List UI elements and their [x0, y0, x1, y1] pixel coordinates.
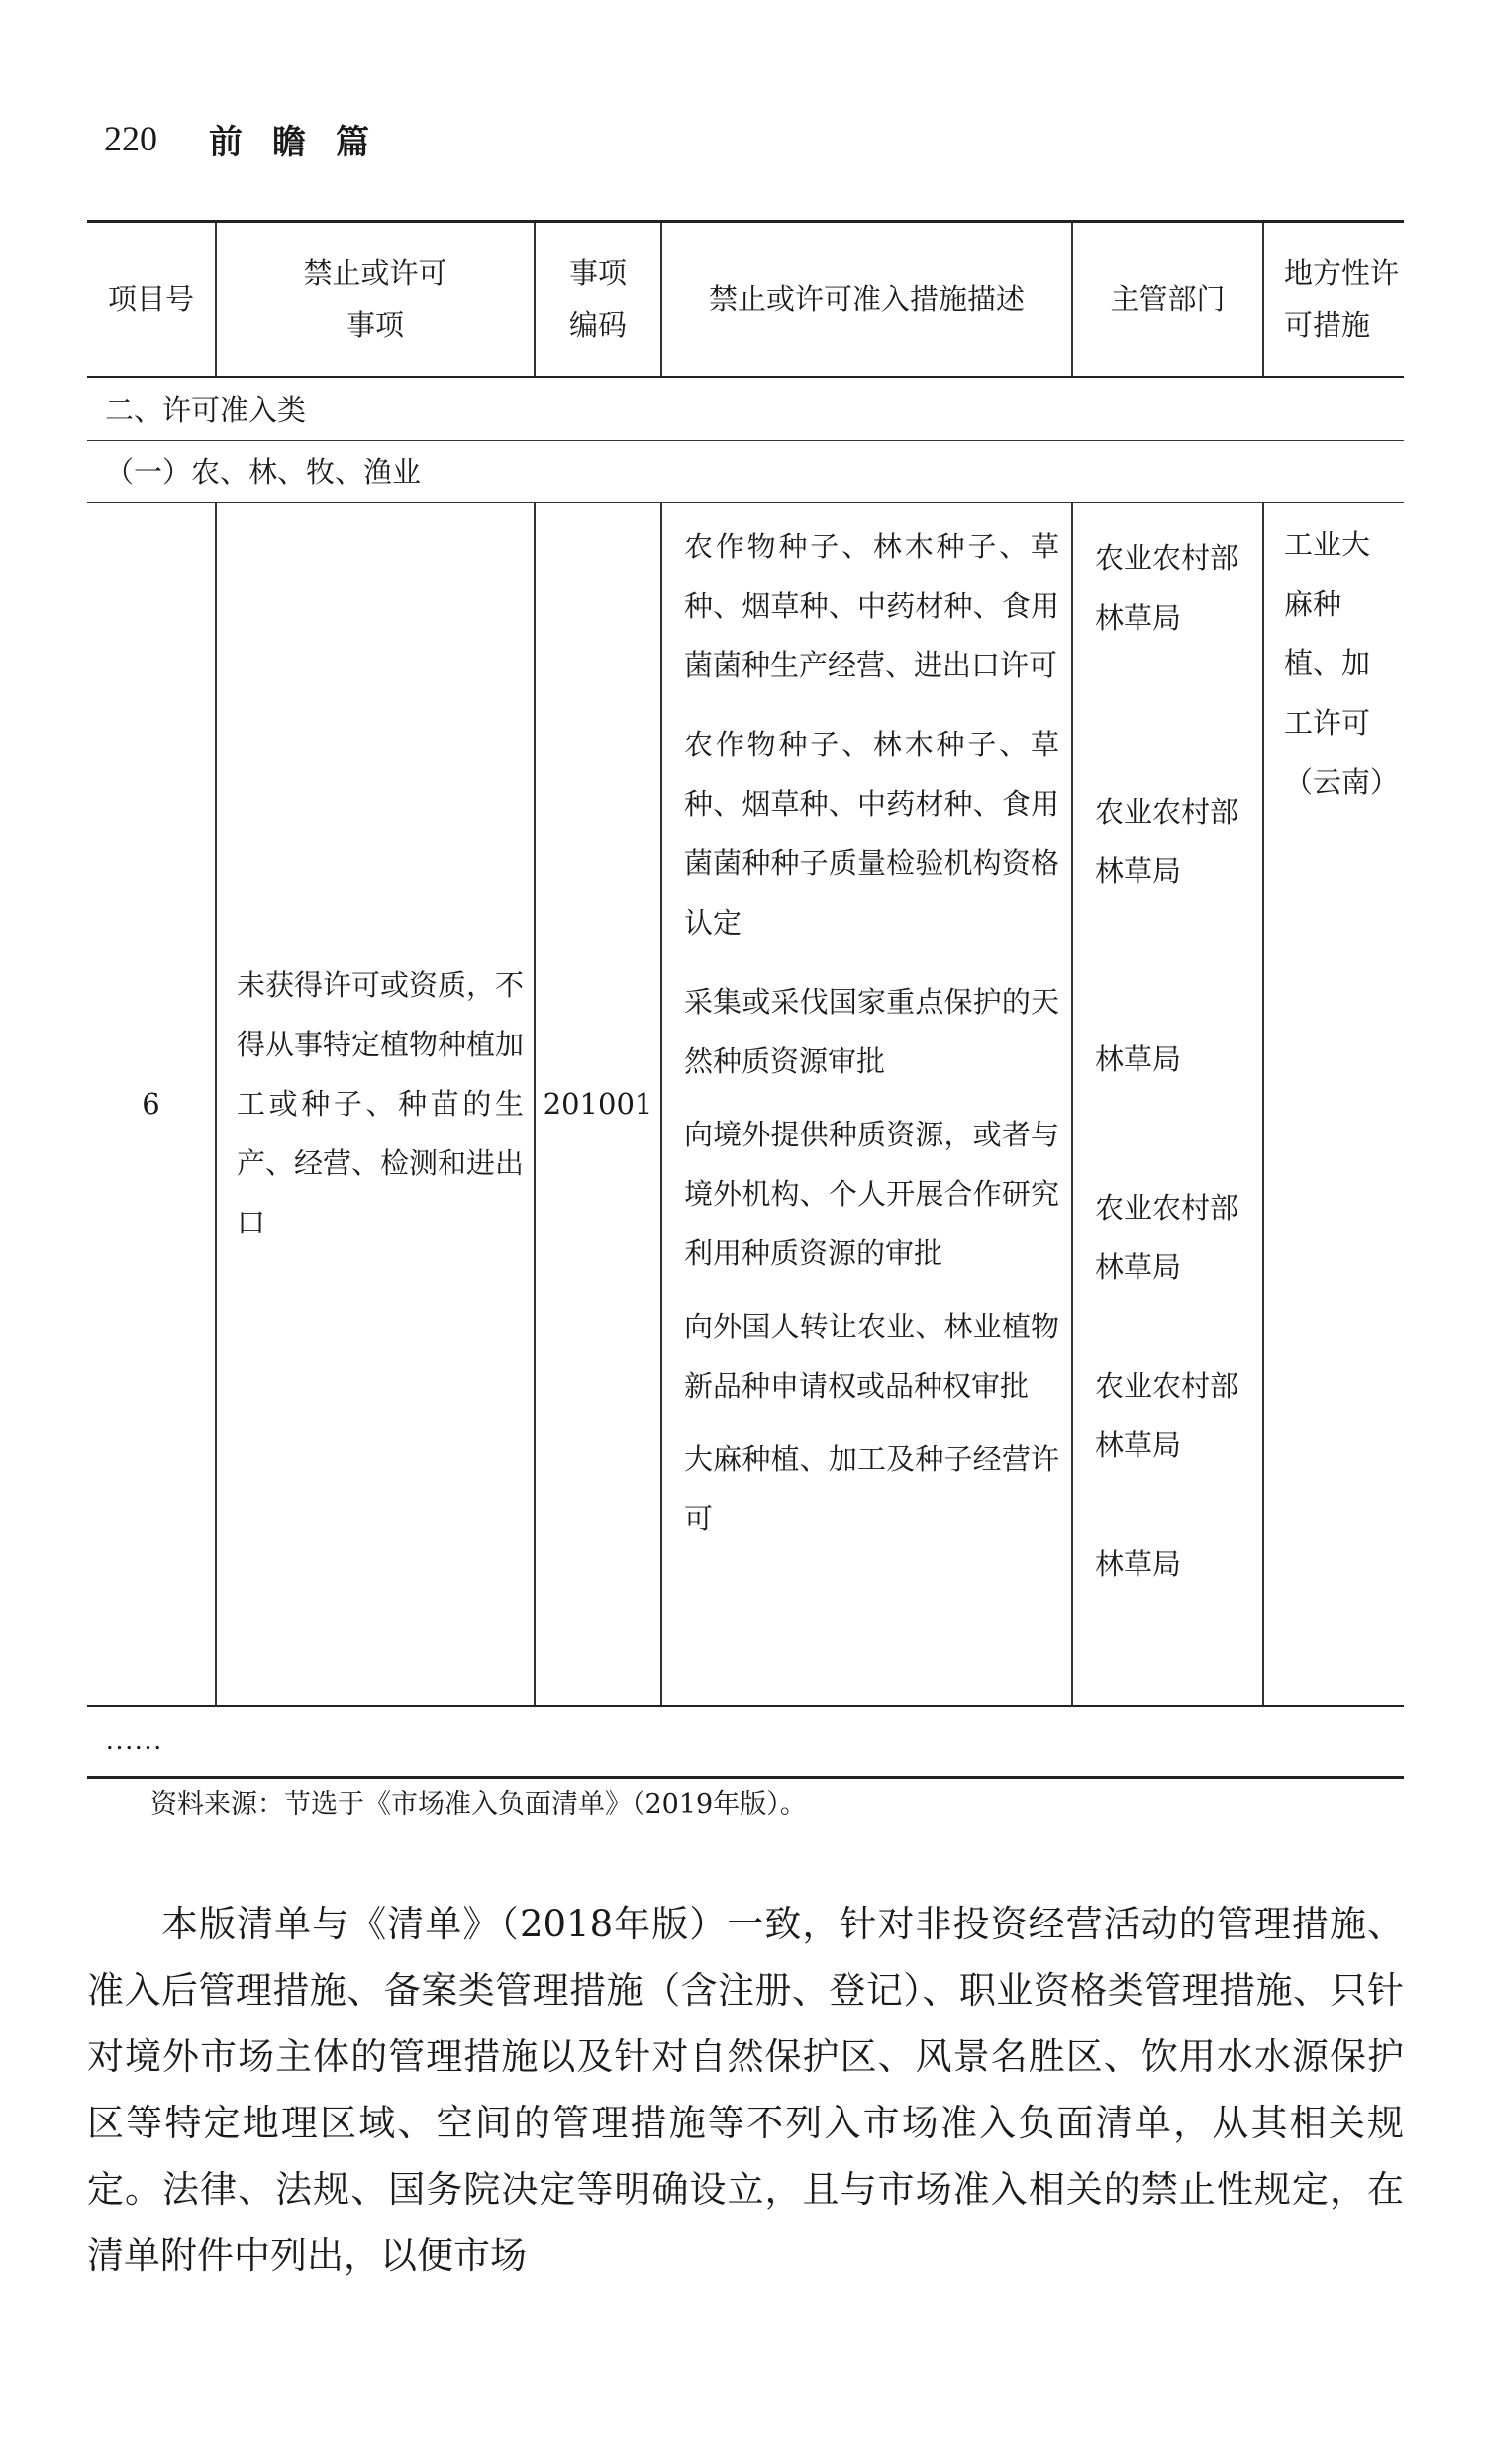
row-item: 未获得许可或资质，不得从事特定植物种植加工或种子、种苗的生产、经营、检测和进出口	[216, 502, 535, 1706]
measure-desc: 向境外提供种质资源，或者与境外机构、个人开展合作研究利用种质资源的审批	[684, 1117, 1059, 1270]
row-local-measure: 工业大麻种植、加工许可（云南）	[1263, 502, 1404, 1706]
table-row	[87, 502, 1404, 1706]
section-heading: 二、许可准入类	[87, 377, 1404, 441]
page-header	[104, 107, 399, 170]
measure-desc: 向外国人转让农业、林业植物新品种申请权或品种权审批	[684, 1309, 1059, 1403]
measure-dept: 农业农村部 林草局	[1095, 1190, 1239, 1284]
measure-dept: 农业农村部 林草局	[1095, 541, 1239, 635]
chapter-title: 前瞻篇	[209, 122, 399, 162]
table-ellipsis: ……	[87, 1706, 1404, 1778]
col-header-item: 禁止或许可 事项	[216, 222, 535, 377]
measure-dept: 林草局	[1095, 1546, 1182, 1581]
col-header-no: 项目号	[87, 222, 216, 377]
col-header-dept: 主管部门	[1072, 222, 1263, 377]
row-code: 201001	[535, 502, 661, 1706]
col-header-desc: 禁止或许可准入措施描述	[661, 222, 1072, 377]
row-measures	[661, 502, 1072, 1706]
negative-list-table	[87, 220, 1404, 1779]
measure-desc: 农作物种子、林木种子、草种、烟草种、中药材种、食用菌菌种生产经营、进出口许可	[684, 529, 1059, 682]
body-paragraph	[87, 1891, 1404, 2289]
subsection-heading: （一）农、林、牧、渔业	[87, 440, 1404, 502]
measure-dept: 林草局	[1095, 1041, 1182, 1076]
measure-dept: 农业农村部 林草局	[1095, 794, 1239, 888]
measure-desc: 农作物种子、林木种子、草种、烟草种、中药材种、食用菌菌种种子质量检验机构资格认定	[684, 727, 1059, 939]
source-note: 资料来源：节选于《市场准入负面清单》（2019年版）。	[150, 1789, 807, 1820]
row-departments	[1072, 502, 1263, 1706]
body-paragraph-text: 本版清单与《清单》（2018年版）一致，针对非投资经营活动的管理措施、准入后管理措施、备案类管理措施（含注册、登记）、职业资格类管理措施、只针对境外市场主体的管理措施以及针对自然保护区、风景名胜区、饮用水水源保护区等特定地理区域、空间的管理措施等不列入市场准入负面清单，从其相关规定。法律、法规、国务院决定等明确设立，且与市场准入相关的禁止性规定，在清单附件中列出，以便市场	[87, 1903, 1404, 2277]
measure-dept: 农业农村部 林草局	[1095, 1368, 1239, 1462]
page-number: 220	[104, 119, 157, 158]
measure-desc: 大麻种植、加工及种子经营许可	[684, 1441, 1059, 1535]
measure-desc: 采集或采伐国家重点保护的天然种质资源审批	[684, 984, 1059, 1078]
col-header-local: 地方性许 可措施	[1263, 222, 1404, 377]
row-number: 6	[87, 502, 216, 1706]
col-header-code: 事项 编码	[535, 222, 661, 377]
